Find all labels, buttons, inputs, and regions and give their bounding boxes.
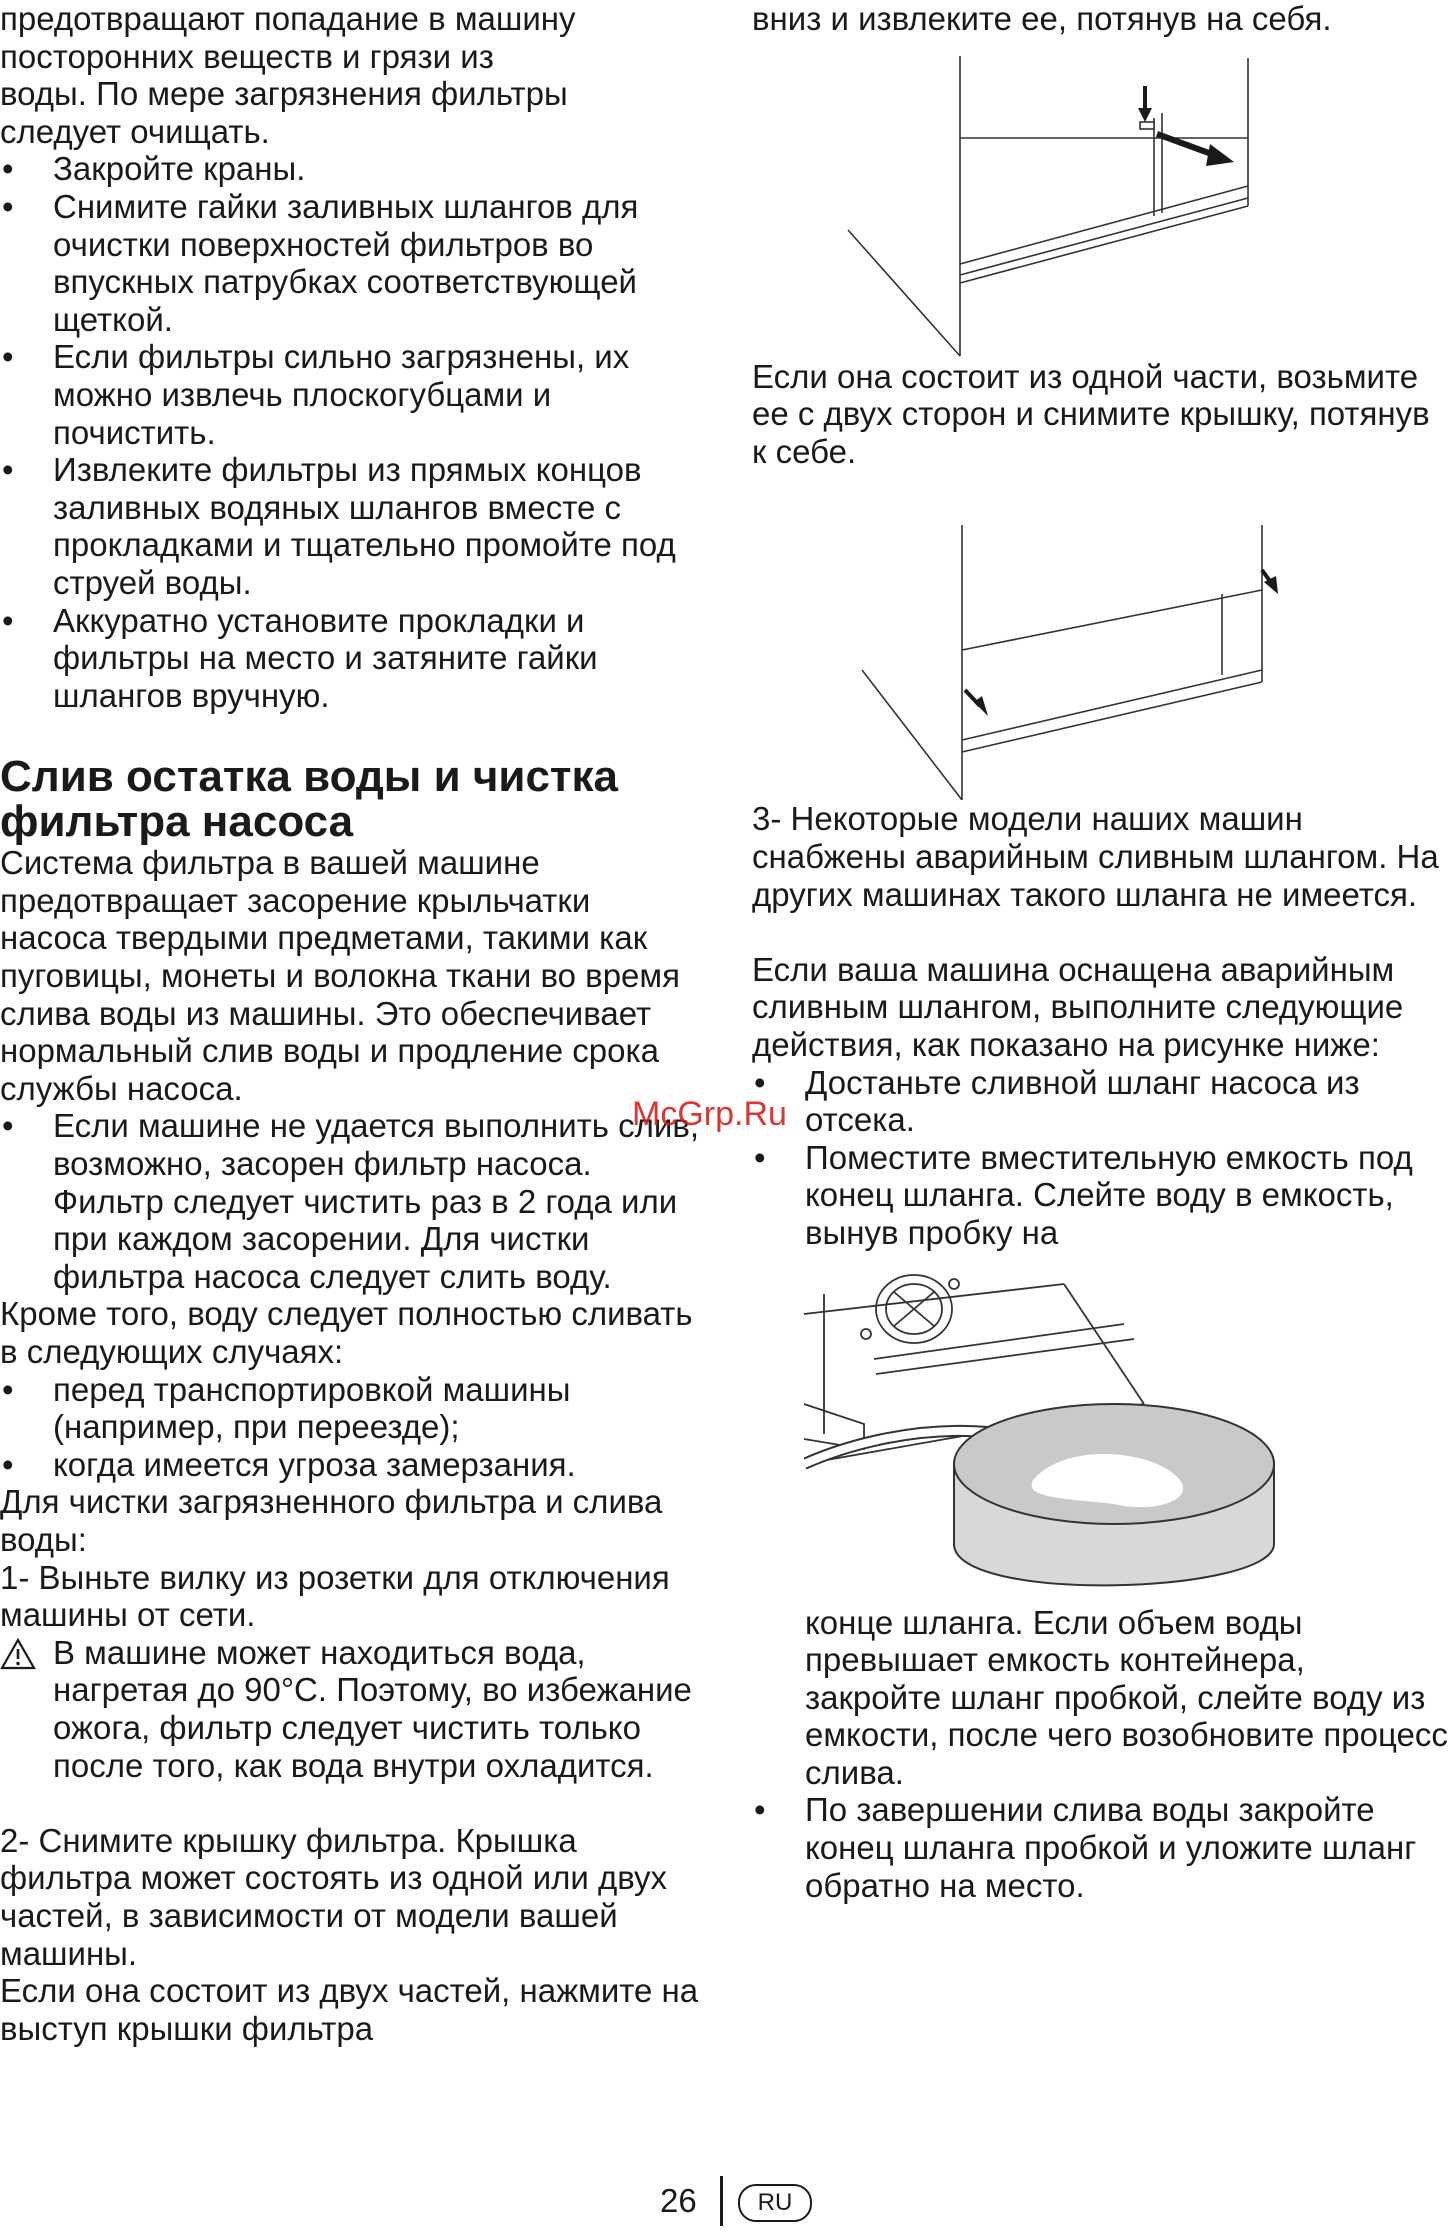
left-column bbox=[0, 0, 700, 2047]
warning-block bbox=[0, 1634, 700, 1784]
list-item: • когда имеется угроза замерзания. bbox=[0, 1446, 700, 1484]
intro-line: предотвращают попадание в машину bbox=[0, 0, 576, 37]
step-2: 2- Снимите крышку фильтра. Крышка фильтра может состоять из одной или двух частей, в зависимости от модели вашей машины. bbox=[0, 1821, 668, 1972]
list-item: • Закройте краны. bbox=[0, 150, 700, 188]
right-column bbox=[752, 0, 1450, 1904]
paragraph: Если она состоит из двух частей, нажмите на выступ крышки фильтра bbox=[0, 1972, 699, 2047]
list-item: • Если машине не удается выполнить слив, возможно, засорен фильтр насоса. Фильтр следует чистить раз в 2 года или при каждом засорении. Для чистки фильтра насоса следует слить воду. bbox=[0, 1107, 700, 1295]
paragraph: вниз и извлеките ее, потянув на себя. bbox=[752, 0, 1332, 37]
list-item: • Снимите гайки заливных шлангов для очистки поверхностей фильтров во впускных патрубках соответствующей щеткой. bbox=[0, 188, 700, 338]
bullet-list bbox=[0, 1371, 700, 1484]
paragraph: Если она состоит из одной части, возьмите ее с двух сторон и снимите крышку, потянув к себе. bbox=[752, 357, 1430, 470]
footer-divider bbox=[720, 2176, 723, 2226]
intro-line: воды. По мере загрязнения фильтры bbox=[0, 75, 568, 113]
list-item: • Достаньте сливной шланг насоса из отсека. bbox=[752, 1064, 1450, 1139]
list-item: • По завершении слива воды закройте конец шланга пробкой и уложите шланг обратно на место. bbox=[752, 1791, 1450, 1904]
bullet-list bbox=[752, 1791, 1450, 1904]
bullet-list bbox=[752, 1064, 1450, 1252]
step-1: 1- Выньте вилку из розетки для отключения машины от сети. bbox=[0, 1558, 670, 1634]
section-heading: Слив остатка воды и чистка фильтра насоса bbox=[0, 752, 618, 847]
warning-triangle-icon bbox=[0, 1638, 36, 1670]
list-item: • Поместите вместительную емкость под конец шланга. Слейте воду в емкость, вынув пробку на bbox=[752, 1139, 1450, 1252]
page-footer bbox=[0, 2176, 1450, 2226]
language-badge: RU bbox=[738, 2184, 812, 2222]
intro-line: следует очищать. bbox=[0, 112, 270, 150]
watermark: McGrp.Ru bbox=[632, 1095, 787, 1133]
warning-text: В машине может находиться вода, нагретая до 90°C. Поэтому, во избежание ожога, фильтр следует чистить только после того, как вода внутри охладится. bbox=[53, 1633, 692, 1784]
list-item: • Если фильтры сильно загрязнены, их можно извлечь плоскогубцами и почистить. bbox=[0, 338, 700, 451]
list-item: • перед транспортировкой машины (например, при переезде); bbox=[0, 1371, 700, 1446]
paragraph: Система фильтра в вашей машине предотвращает засорение крыльчатки насоса твердыми предметами, такими как пуговицы, монеты и волокна ткани во время слива воды из машины. Это обеспечивает нормальный слив воды и продление срока службы насоса. bbox=[0, 844, 680, 1107]
two-part-cover-illustration bbox=[752, 38, 1312, 358]
one-part-cover-illustration bbox=[752, 470, 1312, 800]
paragraph: Для чистки загрязненного фильтра и слива воды: bbox=[0, 1483, 663, 1558]
continuation-text: конце шланга. Если объем воды превышает емкость контейнера, закройте шланг пробкой, слейте воду из емкости, после чего возобновите процесс слива. bbox=[805, 1603, 1448, 1791]
page-number: 26 bbox=[660, 2182, 697, 2219]
list-item: • Извлеките фильтры из прямых концов заливных водяных шлангов вместе с прокладками и тщательно промойте под струей воды. bbox=[0, 451, 700, 601]
filter-cleaning-list bbox=[0, 150, 700, 714]
bullet-list bbox=[0, 1107, 700, 1295]
step-3: 3- Некоторые модели наших машин снабжены аварийным сливным шлангом. На других машинах такого шланга не имеется. bbox=[752, 800, 1439, 913]
intro-line: посторонних веществ и грязи из bbox=[0, 37, 494, 75]
paragraph: Если ваша машина оснащена аварийным сливным шлангом, выполните следующие действия, как показано на рисунке ниже: bbox=[752, 950, 1404, 1063]
drain-hose-illustration bbox=[804, 1264, 1364, 1604]
paragraph: Кроме того, воду следует полностью сливать в следующих случаях: bbox=[0, 1295, 693, 1370]
list-item: • Аккуратно установите прокладки и фильтры на место и затяните гайки шлангов вручную. bbox=[0, 602, 700, 715]
